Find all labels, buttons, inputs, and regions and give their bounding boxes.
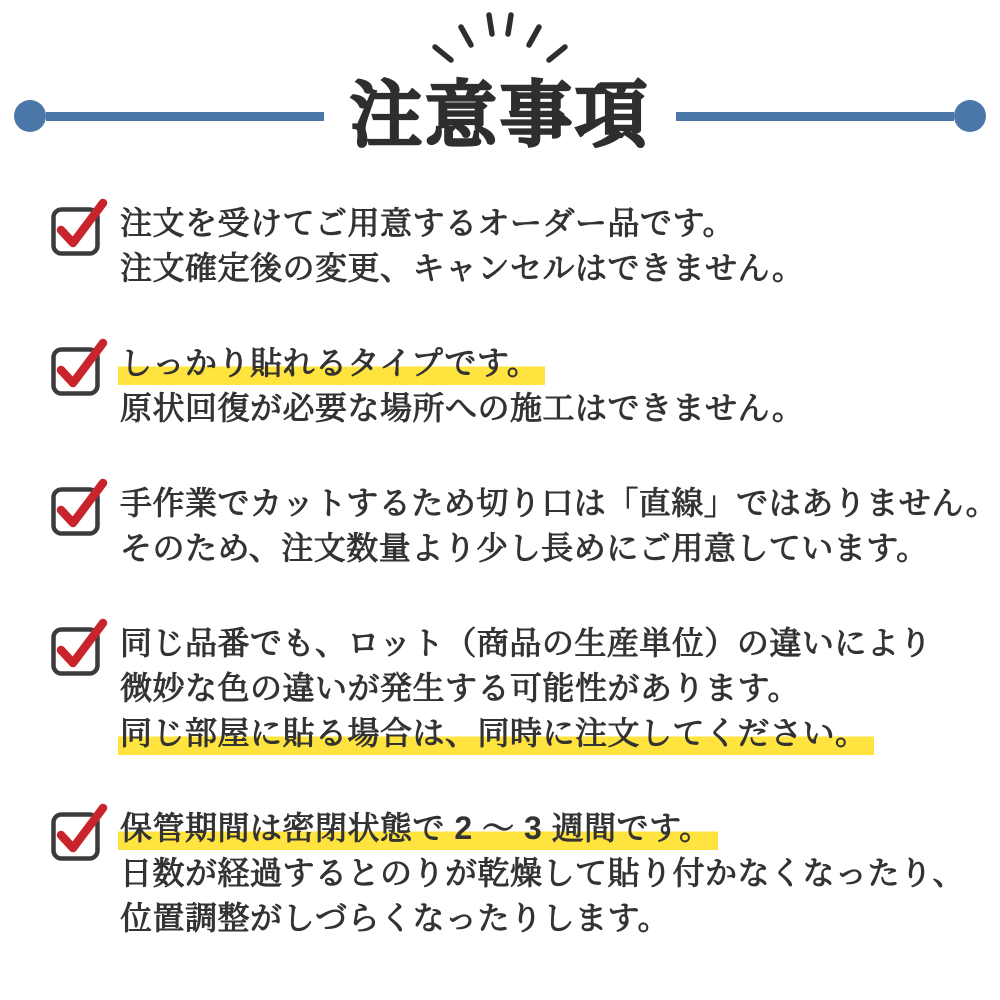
notice-text bbox=[120, 621, 932, 756]
highlighted-text: しっかり貼れるタイプです。 bbox=[118, 345, 545, 385]
notice-line bbox=[120, 851, 965, 896]
notice-line bbox=[120, 341, 804, 386]
header bbox=[0, 74, 1000, 158]
notice-text bbox=[120, 481, 998, 571]
notice-item-3 bbox=[50, 481, 999, 571]
page-title: 注意事項 bbox=[350, 76, 651, 156]
notice-line bbox=[120, 806, 965, 851]
notice-text bbox=[120, 341, 804, 431]
notice-line bbox=[120, 201, 804, 246]
notice-list bbox=[50, 201, 999, 991]
red-checkmark-checkbox-icon bbox=[50, 338, 108, 396]
notice-line-text: 日数が経過するとのりが乾燥して貼り付かなくなったり、 bbox=[120, 855, 966, 891]
attention-burst-icon bbox=[425, 10, 575, 74]
red-checkmark-checkbox-icon bbox=[50, 803, 108, 861]
notice-line-text: 原状回復が必要な場所への施工はできません。 bbox=[120, 390, 805, 426]
notice-item-4 bbox=[50, 621, 980, 756]
notice-item-5 bbox=[50, 806, 980, 941]
notice-line-text: 位置調整がしづらくなったりします。 bbox=[120, 900, 670, 936]
notice-line-text: 手作業でカットするため切り口は「直線」ではありません。 bbox=[120, 485, 999, 521]
rule-bar-right bbox=[676, 112, 954, 121]
notice-line bbox=[120, 621, 932, 666]
notice-line bbox=[120, 246, 804, 291]
notice-line-text: そのため、注文数量より少し長めにご用意しています。 bbox=[120, 530, 929, 566]
highlighted-text: 保管期間は密閉状態で 2 〜 3 週間です。 bbox=[118, 810, 718, 850]
rule-bar-left bbox=[46, 112, 324, 121]
notice-line bbox=[120, 896, 965, 941]
red-checkmark-checkbox-icon bbox=[50, 198, 108, 256]
notice-text bbox=[120, 806, 965, 941]
notice-line bbox=[120, 666, 932, 711]
notice-line bbox=[120, 481, 998, 526]
title-rule-left bbox=[14, 100, 324, 132]
notice-text bbox=[120, 201, 804, 291]
red-checkmark-checkbox-icon bbox=[50, 478, 108, 536]
rule-dot-right bbox=[954, 100, 986, 132]
red-checkmark-checkbox-icon bbox=[50, 618, 108, 676]
title-rule-right bbox=[676, 100, 986, 132]
notice-line-text: 注文を受けてご用意するオーダー品です。 bbox=[120, 205, 735, 241]
notice-item-1 bbox=[50, 201, 980, 291]
notice-line bbox=[120, 386, 804, 431]
notice-line bbox=[120, 711, 932, 756]
notice-line-text: 微妙な色の違いが発生する可能性があります。 bbox=[120, 670, 800, 706]
highlighted-text: 同じ部屋に貼る場合は、同時に注文してください。 bbox=[118, 715, 874, 755]
notice-item-2 bbox=[50, 341, 980, 431]
notice-line bbox=[120, 526, 998, 571]
notice-line-text: 注文確定後の変更、キャンセルはできません。 bbox=[120, 250, 805, 286]
notice-line-text: 同じ品番でも、ロット（商品の生産単位）の違いにより bbox=[120, 625, 932, 661]
rule-dot-left bbox=[14, 100, 46, 132]
